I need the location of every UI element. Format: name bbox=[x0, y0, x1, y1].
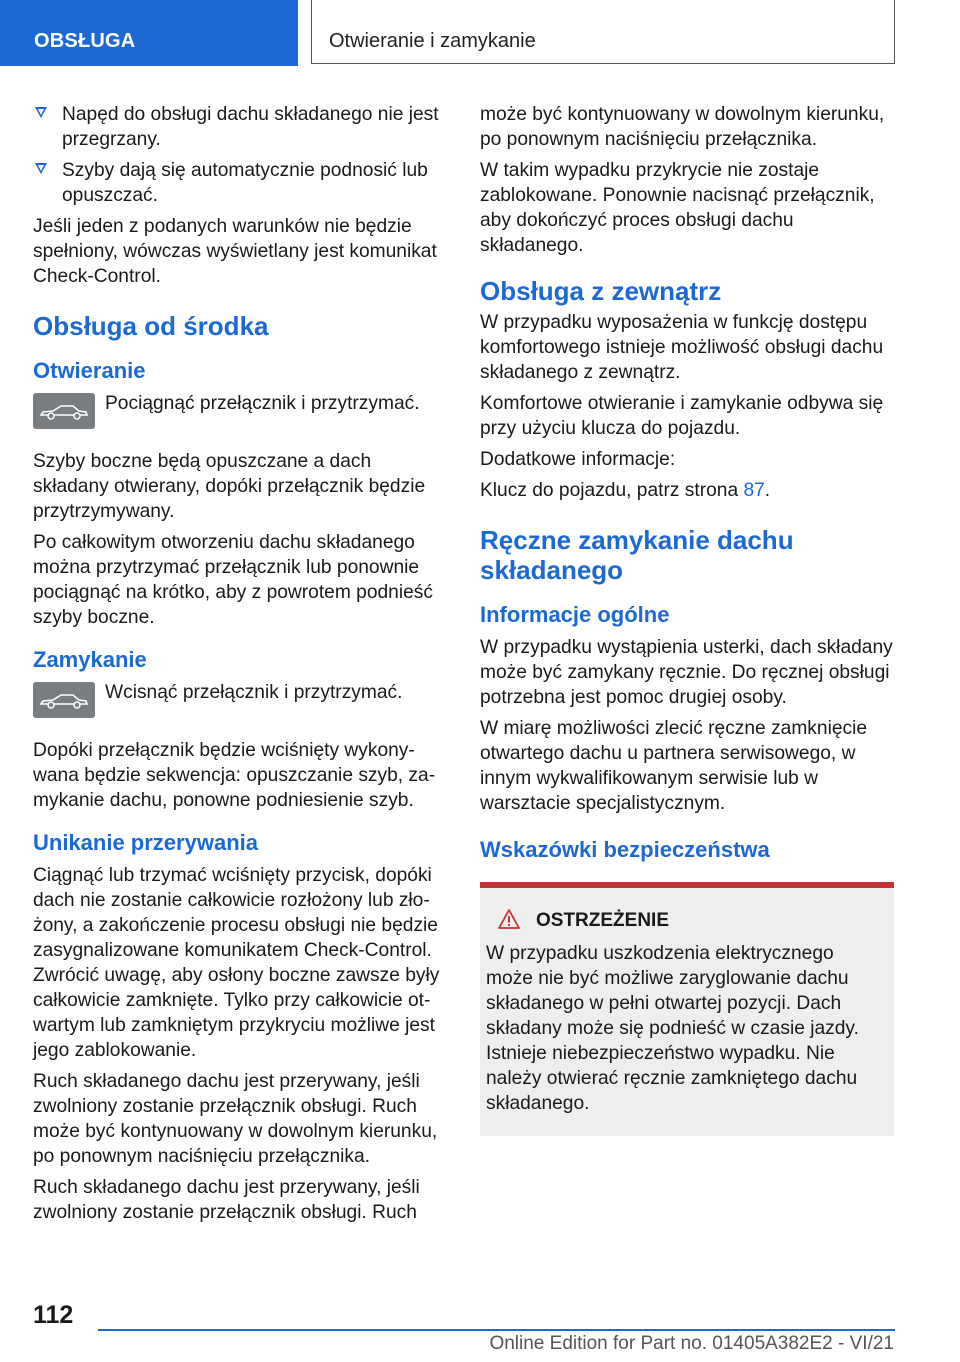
paragraph bbox=[480, 478, 894, 503]
paragraph: Ciągnąć lub trzymać wciśnięty przycisk, dopóki dach nie zostanie całkowicie rozłożony lub złożony, a zakończenie procesu obsługi nie będzie zasygnalizowane komunikatem Check-Control. Zwrócić uwagę, aby osłony boczne zawsze były całkowicie zamknięte. Tylko przy całkowicie otwartym lub zamkniętym przykryciu możliwe jest jego zablokowanie. bbox=[33, 865, 440, 1061]
bullet-text: Napęd do obsługi dachu składanego nie jest przegrzany. bbox=[62, 104, 439, 150]
paragraph: Po całkowitym otworzeniu dachu składanego można przytrzymać przełącznik lub ponownie pociągnąć na krótko, aby z powrotem podnieść szyby boczne. bbox=[33, 532, 433, 628]
page-number: 112 bbox=[33, 1301, 74, 1329]
paragraph: Jeśli jeden z podanych warunków nie będzie spełniony, wówczas wyświetlany jest komunikat Check-Control. bbox=[33, 216, 437, 287]
paragraph: może być kontynuowany w dowolnym kierunku, po ponownym naciśnięciu przełącznika. bbox=[480, 104, 885, 150]
warning-title: OSTRZEŻENIE bbox=[536, 910, 670, 931]
paragraph: W przypadku wyposażenia w funkcję dostępu komfortowego istnieje możliwość obsługi dachu składanego z zewnątrz. bbox=[480, 312, 884, 383]
heading-inside-operation: Obsługa od środka bbox=[33, 311, 269, 341]
paragraph: Szyby boczne będą opuszczane a dach składany otwierany, dopóki przełącznik będzie przytrzymywany. bbox=[33, 451, 426, 522]
icon-caption: Pociągnąć przełącznik i przytrzymać. bbox=[105, 393, 420, 414]
text: Klucz do pojazdu, patrz strona bbox=[480, 480, 744, 501]
right-column bbox=[480, 102, 894, 1136]
heading-avoid-interruption: Unikanie przerywania bbox=[33, 830, 258, 855]
warning-header bbox=[486, 908, 882, 933]
close-instruction bbox=[33, 680, 447, 728]
page-link[interactable]: 87 bbox=[743, 480, 765, 501]
paragraph: W takim wypadku przykrycie nie zostaje zablokowane. Ponownie nacisnąć przełącznik, aby dokończyć proces obsługi dachu składanego. bbox=[480, 160, 875, 256]
convertible-switch-icon bbox=[33, 682, 95, 718]
heading-closing: Zamykanie bbox=[33, 647, 147, 672]
warning-box bbox=[480, 882, 894, 1136]
heading-safety: Wskazówki bezpieczeństwa bbox=[480, 837, 770, 862]
bullet-text: Szyby dają się automatycznie podnosić lub opuszczać. bbox=[62, 160, 428, 206]
heading-general-info: Informacje ogólne bbox=[480, 602, 670, 627]
chapter-title: Otwieranie i zamykanie bbox=[311, 0, 895, 64]
paragraph: Ruch składanego dachu jest przerywany, jeśli zwolniony zostanie przełącznik obsługi. Ruch może być kontynuowany w dowolnym kierunku, po ponownym naciśnięciu przełącznika. bbox=[33, 1071, 438, 1167]
warning-text: W przypadku uszkodzenia elektrycznego może nie być możliwe zaryglowanie dachu składanego w pełni otwartej pozycji. Dach składany może się podnieść w czasie jazdy. Istnieje niebezpieczeństwo wypadku. Nie należy otwierać ręcznie zamkniętego dachu składanego. bbox=[486, 943, 859, 1114]
paragraph: Dopóki przełącznik będzie wciśnięty wykonywana będzie sekwencja: opuszczanie szyb, zamykanie dachu, ponowne podniesienie szyb. bbox=[33, 740, 436, 811]
paragraph: W przypadku wystąpienia usterki, dach składany może być zamykany ręcznie. Do ręcznej obsługi potrzebna jest pomoc drugiej osoby. bbox=[480, 637, 893, 708]
open-instruction bbox=[33, 391, 447, 439]
list-item bbox=[33, 158, 447, 208]
convertible-switch-icon bbox=[33, 393, 95, 429]
heading-outside-operation: Obsługa z zewnątrz bbox=[480, 276, 722, 306]
footer-divider bbox=[98, 1329, 895, 1331]
icon-caption: Wcisnąć przełącznik i przytrzymać. bbox=[105, 682, 403, 703]
page-header bbox=[0, 0, 960, 66]
edition-info: Online Edition for Part no. 01405A382E2 - VI/21 bbox=[489, 1333, 894, 1354]
bullet-triangle-icon bbox=[35, 107, 47, 118]
warning-triangle-icon bbox=[498, 909, 520, 929]
section-tab: OBSŁUGA bbox=[0, 0, 298, 66]
list-item bbox=[33, 102, 447, 152]
paragraph: Ruch składanego dachu jest przerywany, jeśli zwolniony zostanie przełącznik obsługi. Ruch bbox=[33, 1177, 420, 1223]
paragraph: W miarę możliwości zlecić ręczne zamknięcie otwartego dachu u partnera serwisowego, w innym wykwalifikowanym serwisie lub w warsztacie specjalistycznym. bbox=[480, 718, 868, 814]
heading-opening: Otwieranie bbox=[33, 358, 146, 383]
paragraph: Dodatkowe informacje: bbox=[480, 449, 676, 470]
left-column bbox=[33, 102, 447, 1231]
bullet-triangle-icon bbox=[35, 163, 47, 174]
paragraph: Komfortowe otwieranie i zamykanie odbywa się przy użyciu klucza do pojazdu. bbox=[480, 393, 884, 439]
text: . bbox=[764, 480, 771, 501]
heading-manual-closing: Ręczne zamykanie dachu składanego bbox=[480, 525, 794, 585]
